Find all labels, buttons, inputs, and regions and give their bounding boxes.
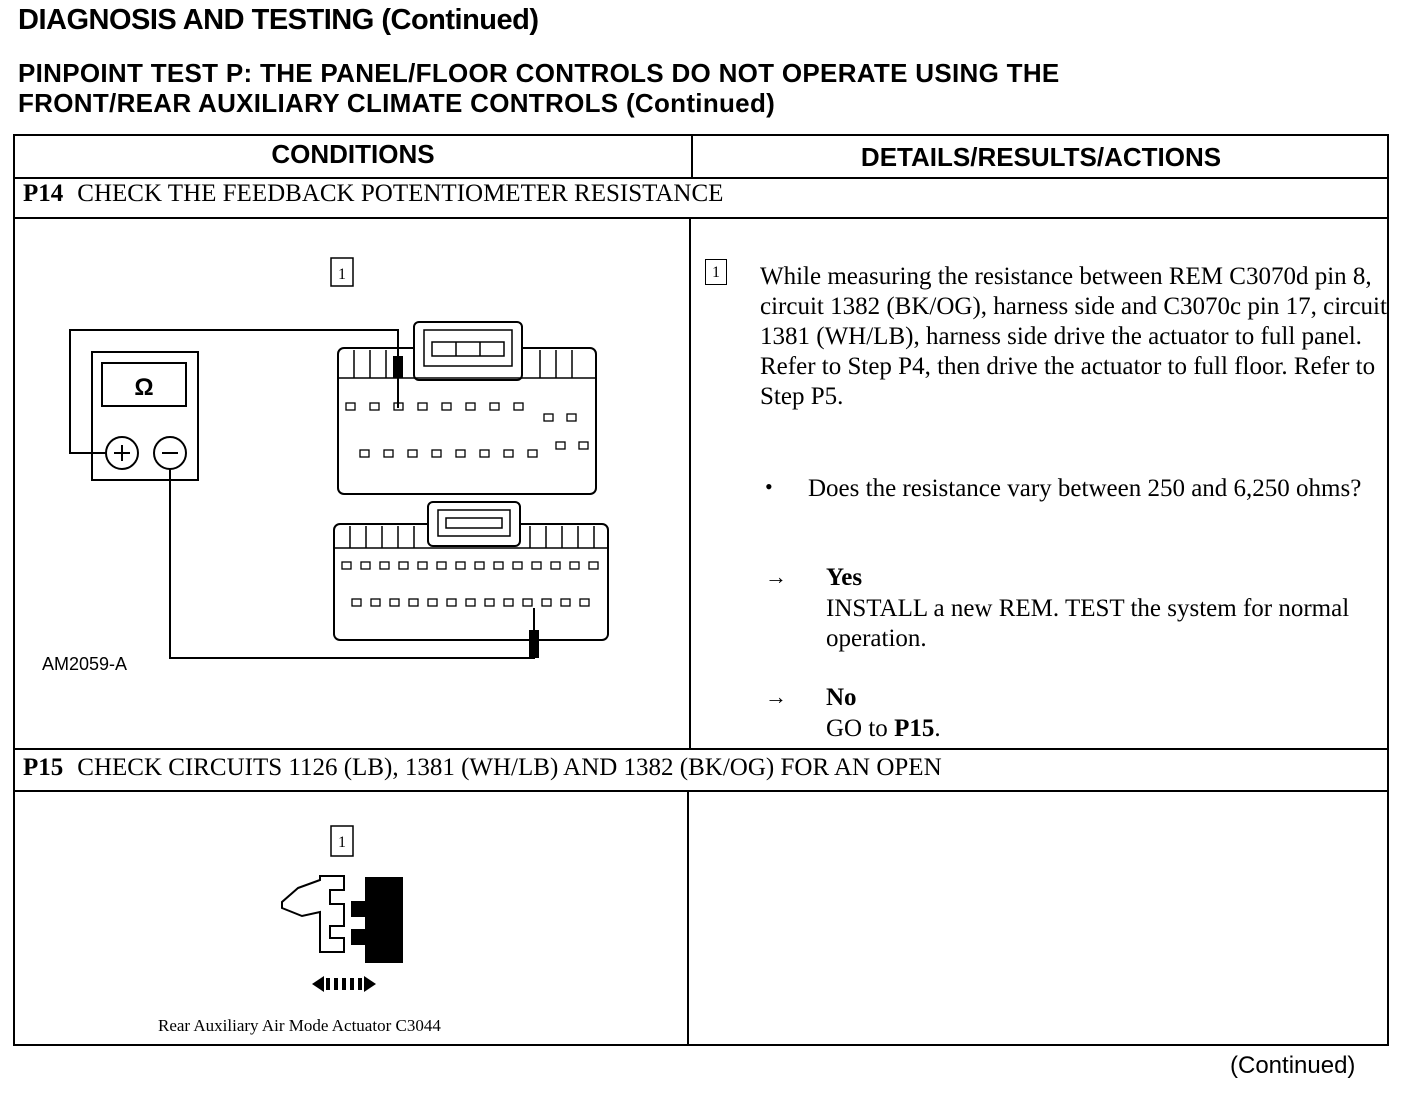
p15-actuator-diagram (14, 792, 674, 1012)
p14-instruction: While measuring the resistance between REM C3070d pin 8, circuit 1382 (BK/OG), harness side and C3070c pin 17, circuit 1381 (WH/LB), harness side drive the actuator to full panel. Refer to Step P4, then drive the actuator to full floor. Refer to Step P5. (760, 263, 1387, 410)
no-action-target[interactable]: P15 (894, 715, 935, 742)
connector-c3070d-icon (338, 322, 596, 494)
step-p14-title-row (23, 180, 723, 208)
ohmmeter-icon (92, 352, 198, 480)
divider (15, 748, 1387, 750)
p15-column-divider (687, 791, 689, 1046)
step-p14-id: P14 (23, 180, 64, 207)
probe-icon (529, 630, 539, 658)
pinpoint-test-title (18, 58, 1060, 118)
step-p15-id: P15 (23, 754, 64, 781)
step-p15-title: CHECK CIRCUITS 1126 (LB), 1381 (WH/LB) AND 1382 (BK/OG) FOR AN OPEN (77, 754, 942, 781)
fig-step-number: 1 (338, 266, 346, 283)
no-arrow-icon: → (765, 684, 787, 709)
no-action-prefix: GO to (826, 715, 895, 742)
page-heading: DIAGNOSIS AND TESTING (Continued) (18, 4, 539, 36)
connector-c3070c-icon (334, 502, 608, 640)
no-action (826, 714, 1376, 744)
no-action-suffix: . (934, 715, 941, 742)
disconnect-arrow-icon (312, 976, 376, 992)
p14-column-divider (689, 218, 691, 748)
ohm-symbol: Ω (134, 374, 154, 401)
probe-icon (393, 356, 403, 378)
figure-label: AM2059-A (42, 654, 128, 674)
step-p15-title-row (23, 754, 942, 782)
connector-female-icon (352, 878, 402, 962)
yes-action: INSTALL a new REM. TEST the system for normal operation. (826, 595, 1350, 652)
connector-male-icon (282, 876, 344, 952)
fig-step-number: 1 (338, 834, 346, 851)
yes-label: Yes (826, 564, 863, 591)
bullet: • (765, 474, 773, 499)
conditions-header: CONDITIONS (271, 139, 435, 169)
pinpoint-test-title-line1: PINPOINT TEST P: THE PANEL/FLOOR CONTROLS DO NOT OPERATE USING THE (18, 58, 1060, 88)
pinpoint-test-title-line2: FRONT/REAR AUXILIARY CLIMATE CONTROLS (Continued) (18, 88, 776, 118)
action-step-number: 1 (705, 259, 727, 285)
details-header: DETAILS/RESULTS/ACTIONS (860, 142, 1222, 172)
no-label: No (826, 684, 857, 711)
action-step-box (705, 259, 727, 285)
yes-arrow-icon: → (765, 564, 787, 589)
figure-caption: Rear Auxiliary Air Mode Actuator C3044 (158, 1016, 441, 1035)
negative-lead (170, 469, 534, 658)
step-p14-title: CHECK THE FEEDBACK POTENTIOMETER RESISTANCE (77, 180, 724, 207)
divider (15, 177, 1387, 179)
continued-footer: (Continued) (1230, 1052, 1356, 1079)
p14-question: Does the resistance vary between 250 and 6,250 ohms? (808, 475, 1362, 502)
